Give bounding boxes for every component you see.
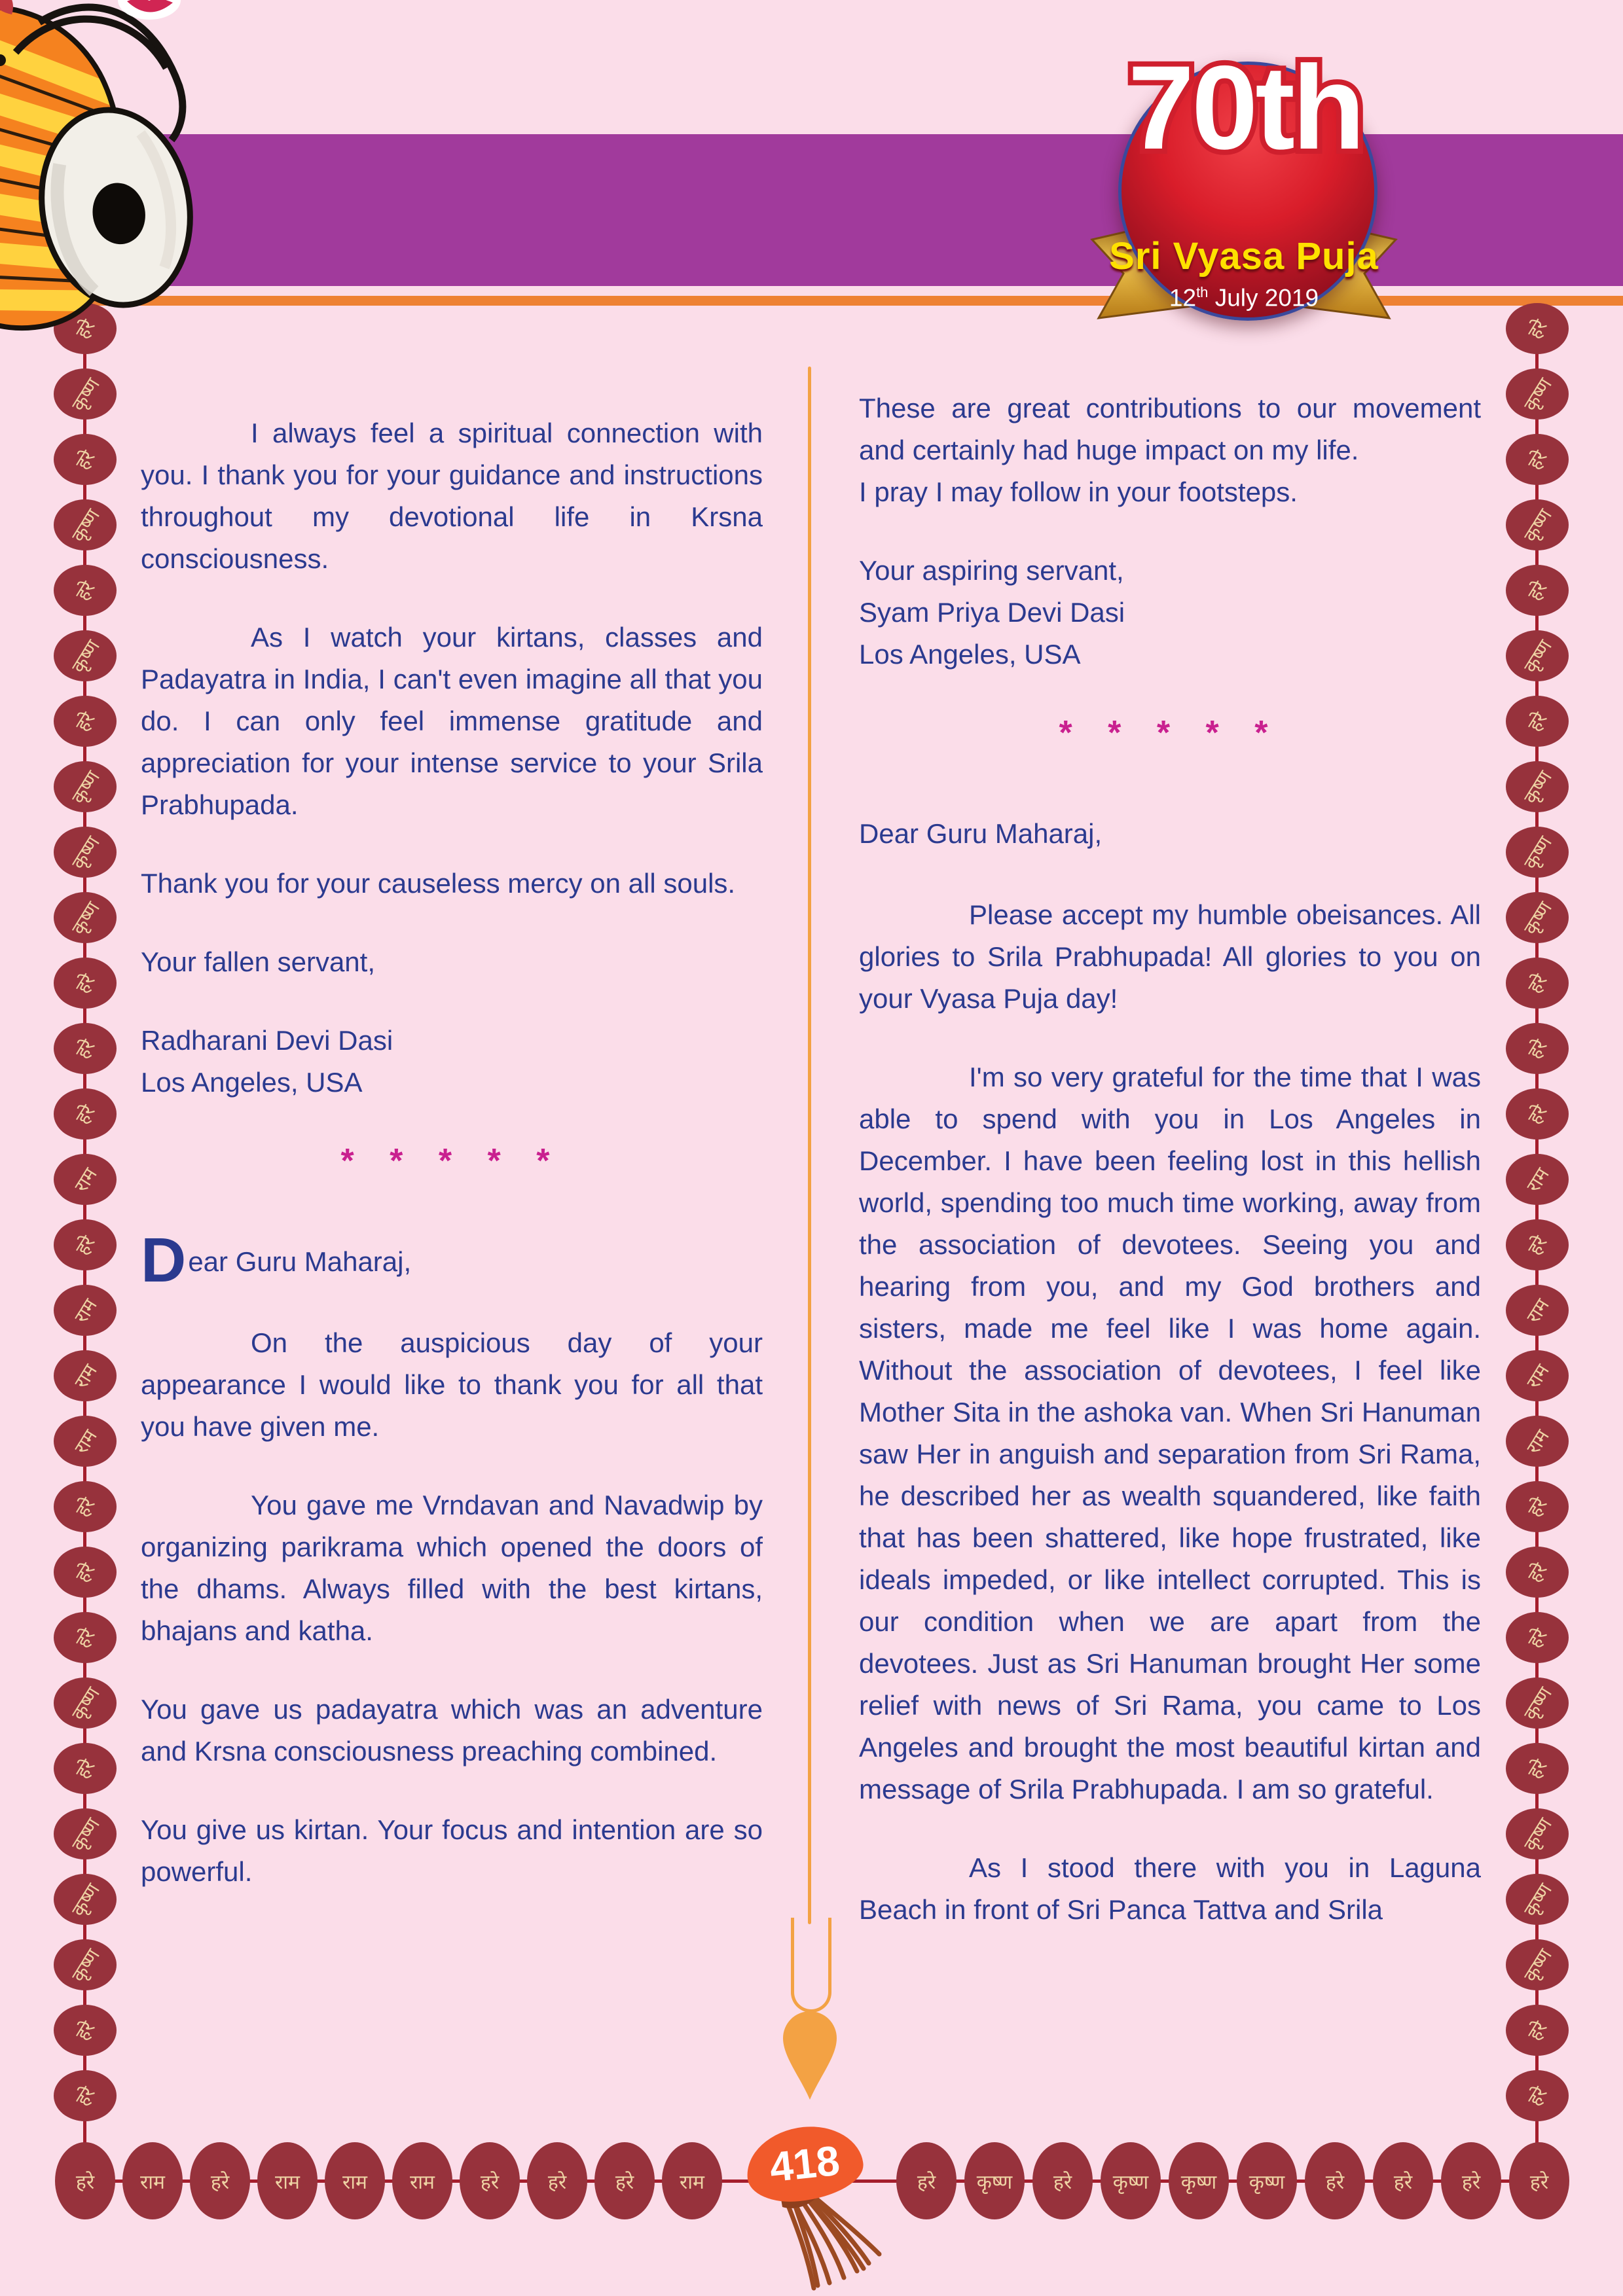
paragraph: These are great contributions to our movement and certainly had huge impact on my life.	[859, 393, 1481, 465]
mantra-bead: हरे	[55, 2142, 115, 2219]
badge-subtitle: Sri Vyasa Puja	[1109, 235, 1379, 278]
mantra-bead: कृष्ण	[964, 2142, 1025, 2219]
divider-drop-icon	[783, 2011, 837, 2100]
salutation: Dear Guru Maharaj,	[859, 818, 1103, 849]
paragraph: Thank you for your causeless mercy on all souls.	[141, 868, 736, 899]
badge-date-rest: July 2019	[1208, 284, 1319, 312]
badge-date	[1067, 284, 1421, 312]
mantra-bead: कृष्ण	[54, 1808, 117, 1859]
right-mantra-border	[1506, 303, 1569, 2188]
mantra-bead: हरे	[1506, 958, 1569, 1009]
mantra-bead: हरे	[54, 2005, 117, 2056]
salutation: Dear Guru Maharaj,	[141, 1225, 412, 1295]
mantra-bead: हरे	[54, 1481, 117, 1532]
mantra-bead: हरे	[1506, 303, 1569, 354]
signature-block: Radharani Devi Dasi Los Angeles, USA	[141, 1025, 393, 1098]
mantra-bead: हरे	[1509, 2142, 1569, 2219]
mantra-bead: हरे	[1305, 2142, 1365, 2219]
vyasa-puja-badge	[1067, 24, 1421, 342]
mantra-bead: कृष्ण	[54, 827, 117, 878]
paragraph: I'm so very grateful for the time that I was able to spend with you in Los Angeles in December. I have been feeling lost in this hellish world, spending too much time working, away from the association of devotees. Seeing you and hearing from you, and my God brothers and sisters, made me feel like I was home again. Without the association of devotees, I feel like Mother Sita in the ashoka van. When Sri Hanuman saw Her in anguish and separation from Sri Rama, he described her as wealth squandered, like faith that has been shattered, like hope frustrated, like ideals impeded, or like intellect corrupted. This is our condition when we are apart from the devotees. Just as Sri Hanuman brought Her some relief with news of Sri Rama, you came to Los Angeles and brought the most beautiful kirtan and message of Srila Prabhupada. I am so grateful.	[859, 1062, 1481, 1804]
mantra-bead: कृष्ण	[1506, 1939, 1569, 1990]
mantra-bead: हरे	[594, 2142, 655, 2219]
mantra-bead: हरे	[54, 1088, 117, 1139]
star-separator: * * * * *	[1059, 714, 1281, 752]
signature-block: Syam Priya Devi Dasi Los Angeles, USA	[859, 597, 1125, 670]
badge-date-sup: th	[1196, 284, 1209, 300]
paragraph: I pray I may follow in your footsteps.	[859, 476, 1298, 507]
mantra-bead: हरे	[1373, 2142, 1433, 2219]
paragraph: You gave me Vrndavan and Navadwip by organizing parikrama which opened the doors of the dhams. Always filled with the best kirtans, bhajans and katha.	[141, 1490, 763, 1646]
page-number: 418	[767, 2136, 842, 2191]
column-divider-line	[808, 367, 811, 1924]
mantra-bead: हरे	[527, 2142, 587, 2219]
column-left	[141, 412, 763, 2124]
mantra-bead: हरे	[460, 2142, 520, 2219]
mantra-bead: राम	[662, 2142, 722, 2219]
paragraph: Please accept my humble obeisances. All glories to Srila Prabhupada! All glories to you on your Vyasa Puja day!	[859, 899, 1481, 1014]
paragraph: As I watch your kirtans, classes and Padayatra in India, I can't even imagine all that you do. I can only feel immense gratitude and appreciation for your intense service to your Srila Prabhupada.	[141, 622, 763, 820]
mantra-bead: हरे	[1506, 434, 1569, 485]
mantra-bead: कृष्ण	[1169, 2142, 1229, 2219]
mantra-bead: हरे	[54, 1023, 117, 1074]
mantra-bead: हरे	[1506, 1743, 1569, 1794]
divider-loop	[791, 1918, 831, 2013]
mantra-bead: हरे	[1506, 1547, 1569, 1598]
paragraph: On the auspicious day of your appearance I would like to thank you for all that you have given me.	[141, 1327, 763, 1442]
mantra-bead: हरे	[896, 2142, 957, 2219]
mantra-bead: हरे	[1506, 2070, 1569, 2121]
mantra-bead: हरे	[190, 2142, 250, 2219]
mantra-bead: हरे	[1506, 1088, 1569, 1139]
left-mantra-border	[54, 303, 117, 2188]
mantra-bead: राम	[1506, 1350, 1569, 1401]
paragraph: Your aspiring servant,	[859, 555, 1124, 586]
mantra-bead: कृष्ण	[1506, 630, 1569, 681]
mantra-bead: हरे	[54, 303, 117, 354]
badge-title: 70th	[1127, 41, 1363, 174]
mantra-bead: राम	[54, 1285, 117, 1336]
mantra-bead: कृष्ण	[1237, 2142, 1297, 2219]
mantra-bead: राम	[54, 1154, 117, 1205]
paragraph: As I stood there with you in Laguna Beach in front of Sri Panca Tattva and Srila	[859, 1852, 1481, 1925]
mantra-bead: कृष्ण	[1506, 499, 1569, 550]
mantra-bead: राम	[325, 2142, 385, 2219]
mantra-bead: हरे	[54, 1743, 117, 1794]
mantra-bead: कृष्ण	[54, 368, 117, 420]
mantra-bead: कृष्ण	[1506, 892, 1569, 943]
badge-date-day: 12	[1169, 284, 1197, 312]
mantra-bead: कृष्ण	[1506, 1808, 1569, 1859]
paragraph: You give us kirtan. Your focus and intention are so powerful.	[141, 1814, 763, 1887]
mantra-bead: हरे	[54, 565, 117, 616]
mantra-bead: राम	[257, 2142, 318, 2219]
mridanga-drum-illustration	[0, 0, 230, 342]
mantra-bead: राम	[392, 2142, 452, 2219]
mantra-bead: कृष्ण	[1506, 368, 1569, 420]
mantra-bead: हरे	[54, 1612, 117, 1663]
mantra-bead: हरे	[1506, 696, 1569, 747]
paragraph: Your fallen servant,	[141, 946, 376, 977]
mantra-bead: हरे	[54, 434, 117, 485]
bottom-left-mantra-border	[55, 2142, 729, 2219]
mantra-bead: हरे	[1506, 1219, 1569, 1270]
mantra-bead: राम	[122, 2142, 183, 2219]
column-right	[859, 387, 1481, 2132]
mantra-bead: हरे	[1506, 1481, 1569, 1532]
paragraph: I always feel a spiritual connection with you. I thank you for your guidance and instructions throughout my devotional life in Krsna consciousness.	[141, 418, 763, 574]
mantra-bead: हरे	[54, 958, 117, 1009]
mantra-bead: हरे	[1506, 565, 1569, 616]
mantra-bead: कृष्ण	[54, 1677, 117, 1729]
mantra-bead: राम	[54, 1416, 117, 1467]
mantra-bead: कृष्ण	[54, 1874, 117, 1925]
star-separator: * * * * *	[340, 1142, 563, 1180]
mantra-bead: हरे	[54, 2070, 117, 2121]
mantra-bead: राम	[54, 1350, 117, 1401]
mantra-bead: हरे	[1441, 2142, 1501, 2219]
mantra-bead: कृष्ण	[1506, 1677, 1569, 1729]
mantra-bead: हरे	[1032, 2142, 1093, 2219]
mantra-bead: हरे	[1506, 2005, 1569, 2056]
paragraph: You gave us padayatra which was an adventure and Krsna consciousness preaching combined.	[141, 1694, 763, 1767]
mantra-bead: कृष्ण	[54, 761, 117, 812]
tassel-icon	[776, 2191, 894, 2293]
mantra-bead: हरे	[1506, 1612, 1569, 1663]
mantra-bead: कृष्ण	[54, 892, 117, 943]
mantra-bead: कृष्ण	[54, 1939, 117, 1990]
bottom-right-mantra-border	[896, 2142, 1577, 2219]
mantra-bead: राम	[1506, 1154, 1569, 1205]
decorative-top-shape	[118, 0, 181, 27]
mantra-bead: हरे	[54, 1547, 117, 1598]
mantra-bead: राम	[1506, 1285, 1569, 1336]
mantra-bead: राम	[1506, 1416, 1569, 1467]
mantra-bead: कृष्ण	[1101, 2142, 1161, 2219]
mantra-bead: हरे	[54, 696, 117, 747]
mantra-bead: कृष्ण	[54, 630, 117, 681]
drop-cap: D	[141, 1225, 187, 1295]
mantra-bead: कृष्ण	[1506, 827, 1569, 878]
mantra-bead: कृष्ण	[54, 499, 117, 550]
mantra-bead: हरे	[1506, 1023, 1569, 1074]
mantra-bead: हरे	[54, 1219, 117, 1270]
mantra-bead: कृष्ण	[1506, 761, 1569, 812]
mantra-bead: कृष्ण	[1506, 1874, 1569, 1925]
